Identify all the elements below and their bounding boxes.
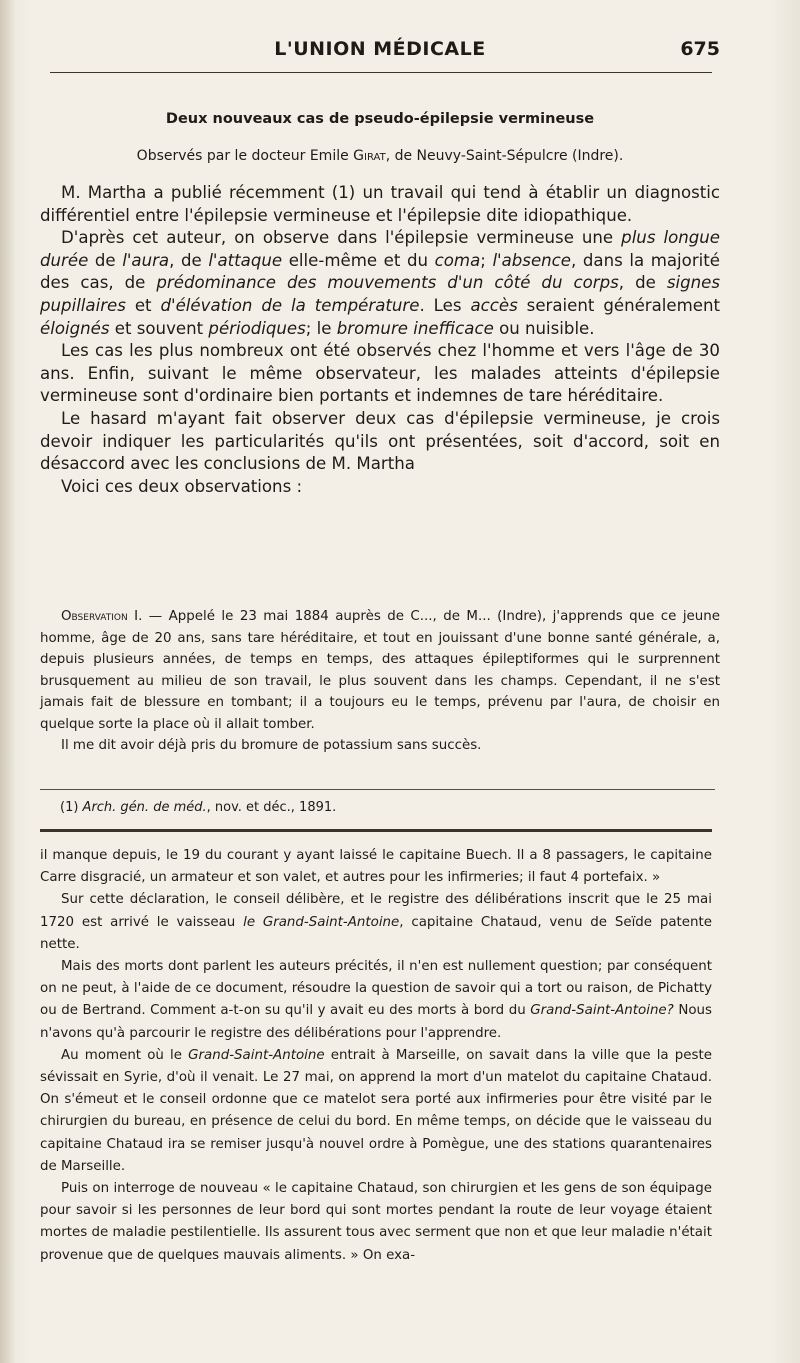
text-run: entrait à Marseille, on savait dans la ville que la peste sévissait en Syrie, d'où il venait. Le 27 mai, on apprend la mort d'un matelot du capitaine Chataud. On s'émeut et le conseil ordonne que ce matelot sera porté aux infirmeries pour être visité par le chirurgien du bureau, en présence de celui du bord. En même temps, on décide que le vaisseau du capitaine Chataud ira se remiser jusqu'à nouvel ordre à Pomègue, une des stations quarantenaires de Marseille. (40, 1047, 712, 1174)
overlapping-page-text (40, 845, 712, 1267)
text-run: elle-même et du (282, 250, 435, 270)
paragraph-q5: Puis on interroge de nouveau « le capitaine Chataud, son chirurgien et les gens de son équipage pour savoir si les personnes de leur bord qui sont mortes pendant la route de leur voyage étaient mortes de maladie pestilentielle. Ils assurent tous avec serment que non et que leur maladie n'était provenue que de quelques mauvais aliments. » On exa- (40, 1181, 712, 1263)
italic-run: coma (434, 250, 481, 270)
byline-prefix: Observés par le docteur Emile (136, 148, 354, 164)
paragraph-2 (40, 227, 720, 340)
text-run: Au moment où le (61, 1047, 189, 1063)
byline (40, 148, 720, 164)
italic-run: Grand-Saint-Antoine? (530, 1003, 674, 1019)
paragraph-1: M. Martha a publié récemment (1) un travail qui tend à établir un diagnostic différentiel entre l'épilepsie vermineuse et l'épilepsie dite idiopathique. (40, 183, 720, 225)
italic-run: d'élévation de la température (160, 295, 420, 315)
text-run: , de (618, 273, 667, 293)
text-run: et (125, 295, 161, 315)
footnote (60, 800, 710, 815)
text-run: Sur cette déclaration, le conseil délibère, et le registre des délibérations inscrit que le 25 mai 1720 est arrivé le vaisseau (40, 892, 712, 930)
observation-label: Observation I. (61, 609, 143, 624)
text-run: , de (169, 250, 209, 270)
paragraph-q4 (40, 1045, 712, 1178)
text-run: de (88, 250, 123, 270)
text-run: Nous n'avons qu'à parcourir le registre des délibérations pour l'apprendre. (40, 1003, 712, 1041)
article-title: Deux nouveaux cas de pseudo-épilepsie vermineuse (165, 111, 595, 127)
italic-run: bromure inefficace (336, 318, 494, 338)
paragraph-5: Voici ces deux observations : (61, 476, 303, 496)
page-number: 675 (680, 38, 720, 60)
italic-run: l'attaque (208, 250, 283, 270)
text-run: Mais des morts dont parlent les auteurs précités, il n'en est nullement question; par conséquent on ne peut, à l'aide de ce document, résoudre la question de savoir qui a tort ou raison, de Pichatty ou de Bertrand. Comment a-t-on su qu'il y avait eu des morts à bord du (40, 959, 712, 1019)
italic-run: l'absence (492, 250, 572, 270)
paragraph-q3 (40, 956, 712, 1045)
text-run: ou nuisible. (493, 318, 595, 338)
running-header (40, 38, 720, 72)
observation-section (40, 606, 720, 757)
text-run: D'après cet auteur, on observe dans l'épilepsie vermineuse une (61, 228, 622, 248)
footnote-number: (1) (60, 800, 83, 815)
text-run: , capitaine Chataud, venu de Seïde patente nette. (40, 914, 713, 952)
text-run: et souvent (109, 318, 209, 338)
text-run: . Les (419, 295, 471, 315)
observation-text: — Appelé le 23 mai 1884 auprès de C..., de M... (Indre), j'apprends que ce jeune homme, âge de 20 ans, sans tare héréditaire, et tout en jouissant d'une bonne santé générale, a, depuis plusieurs années, de temps en temps, des attaques épileptiformes qui le surprennent brusquement au milieu de son travail, le plus souvent dans les champs. Cependant, il ne s'est jamais fait de blessure en tombant; il a toujours eu le temps, prévenu par l'aura, de choisir en quelque sorte la place où il allait tomber. (40, 609, 720, 732)
binding-edge (0, 0, 14, 1363)
footnote-rule (40, 789, 715, 790)
text-run: seraient généralement (517, 295, 721, 315)
text-run: ; le (305, 318, 337, 338)
italic-run: périodiques (208, 318, 306, 338)
text-run: , dans la majorité des cas, de (40, 250, 720, 293)
paragraph-4: Le hasard m'ayant fait observer deux cas d'épilepsie vermineuse, je crois devoir indiquer les particularités qu'ils ont présentées, soit d'accord, soit en désaccord avec les conclusions de M. Martha (40, 408, 720, 474)
byline-suffix: , de Neuvy-Saint-Sépulcre (Indre). (385, 148, 624, 164)
text-run: ; (480, 250, 493, 270)
paragraph-3: Les cas les plus nombreux ont été observés chez l'homme et vers l'âge de 30 ans. Enfin, suivant le même observateur, les malades atteints d'épilepsie vermineuse sont d'ordinaire bien portants et indemnes de tare héréditaire. (40, 341, 720, 406)
article-intro (40, 182, 720, 498)
italic-run: signes pupillaires (40, 273, 720, 315)
footnote-rest: , nov. et déc., 1891. (206, 800, 337, 815)
italic-run: prédominance des mouvements d'un côté du corps (156, 273, 619, 293)
footnote-ref: Arch. gén. de méd. (82, 800, 207, 815)
section-divider (40, 829, 712, 832)
italic-run: le Grand-Saint-Antoine (243, 914, 400, 930)
header-rule (50, 72, 712, 73)
italic-run: éloignés (40, 318, 110, 338)
byline-author: Girat (353, 148, 386, 164)
paragraph-q1: il manque depuis, le 19 du courant y ayant laissé le capitaine Buech. Il a 8 passagers, le capitaine Carre disgracié, un armateur et son valet, et autres pour les infirmeries; il faut 4 portefaix. » (40, 848, 712, 886)
journal-title: L'UNION MÉDICALE (274, 38, 486, 60)
italic-run: plus longue durée (40, 228, 721, 270)
paragraph-q2 (40, 889, 712, 956)
observation-1-continued: Il me dit avoir déjà pris du bromure de potassium sans succès. (61, 738, 482, 753)
observation-1 (40, 606, 720, 735)
italic-run: Grand-Saint-Antoine (188, 1047, 325, 1063)
italic-run: l'aura (122, 250, 170, 270)
italic-run: accès (470, 295, 518, 315)
